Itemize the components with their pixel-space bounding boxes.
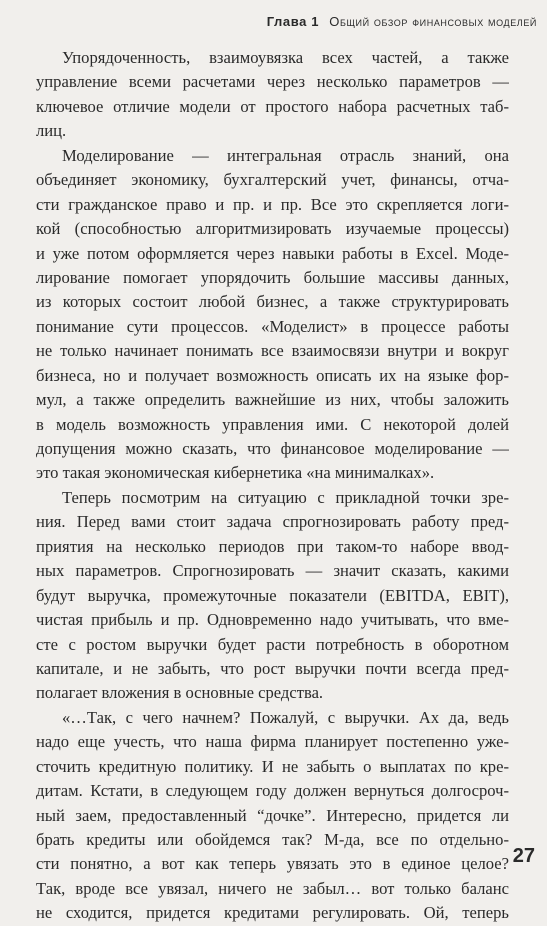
text-line: кой (способностью алгоритмизировать изучаемые процессы) (36, 219, 509, 239)
text-line: чистая прибыль и пр. Одновременно надо учитывать, что вме- (36, 610, 509, 630)
text-line: сточить кредитную политику. И не забыть о выплатах по кре- (36, 756, 509, 776)
text-line: в модель возможность управления ими. С некоторой долей (36, 414, 509, 434)
paragraph (36, 486, 509, 706)
text-line: это такая экономическая кибернетика «на минималках». (36, 463, 435, 483)
text-line: приятия на несколько периодов при таком-то наборе ввод- (36, 536, 509, 556)
text-line: сти гражданское право и пр. и пр. Все это скрепляется логи- (36, 194, 509, 214)
text-line: не только начинает понимать все взаимосвязи внутри и вокруг (36, 341, 509, 361)
text-line: из которых состоит любой бизнес, а также структурировать (36, 292, 509, 312)
text-line: ных параметров. Спрогнозировать — значит сказать, какими (36, 561, 509, 581)
text-line: будут выручка, промежуточные показатели (EBITDA, EBIT), (36, 585, 509, 605)
chapter-title: Общий обзор финансовых моделей (329, 14, 537, 29)
text-line: ния. Перед вами стоит задача спрогнозировать работу пред- (36, 512, 509, 532)
text-line: Упорядоченность, взаимоувязка всех частей, а также (62, 48, 509, 67)
text-line: дитам. Кстати, в следующем году должен вернуться долгосроч- (36, 781, 509, 801)
text-line: понимание сути процессов. «Моделист» в процессе работы (36, 316, 509, 336)
text-line: управление всеми расчетами через несколько параметров — (36, 72, 509, 92)
text-line: лирование помогает упорядочить большие массивы данных, (36, 267, 509, 287)
text-line: объединяет экономику, бухгалтерский учет, финансы, отча- (36, 170, 509, 190)
text-line: и уже потом оформляется через навыки работы в Excel. Моде- (36, 243, 509, 263)
running-head (267, 14, 537, 29)
body-text (36, 46, 509, 926)
text-line: Теперь посмотрим на ситуацию с прикладной точки зре- (62, 487, 509, 507)
text-line: Так, вроде все увязал, ничего не забыл… вот только баланс (36, 878, 509, 898)
text-line: ный заем, предоставленный “дочке”. Интересно, придется ли (36, 805, 509, 825)
paragraph (36, 706, 509, 926)
text-line: мул, а также определить важнейшие из них, чтобы заложить (36, 390, 509, 410)
text-line: капитале, и не забыть, что рост выручки почти всегда пред- (36, 658, 509, 678)
text-line: сте с ростом выручки будет расти потребность в оборотном (36, 634, 509, 654)
paragraph (36, 46, 509, 144)
text-line: бизнеса, но и получает возможность описать их на языке фор- (36, 365, 509, 385)
text-line: полагает вложения в основные средства. (36, 683, 324, 703)
text-line: «…Так, с чего начнем? Пожалуй, с выручки. Ах да, ведь (62, 707, 509, 727)
text-line: брать кредиты или обойдемся так? М-да, все по отдельно- (36, 830, 509, 849)
paragraph (36, 144, 509, 486)
page-number: 27 (512, 845, 535, 867)
text-line: сти понятно, а вот как теперь увязать это в единое целое? (36, 854, 509, 874)
text-line: допущения можно сказать, что финансовое моделирование — (36, 439, 509, 458)
text-line: не сходится, придется кредитами регулировать. Ой, теперь (36, 903, 509, 923)
text-line: Моделирование — интегральная отрасль знаний, она (62, 145, 509, 165)
chapter-label: Глава 1 (266, 14, 320, 29)
text-line: лиц. (36, 121, 67, 141)
text-line: надо еще учесть, что наша фирма планирует постепенно уже- (36, 732, 509, 752)
text-line: ключевое отличие модели от простого набора расчетных таб- (36, 96, 509, 116)
